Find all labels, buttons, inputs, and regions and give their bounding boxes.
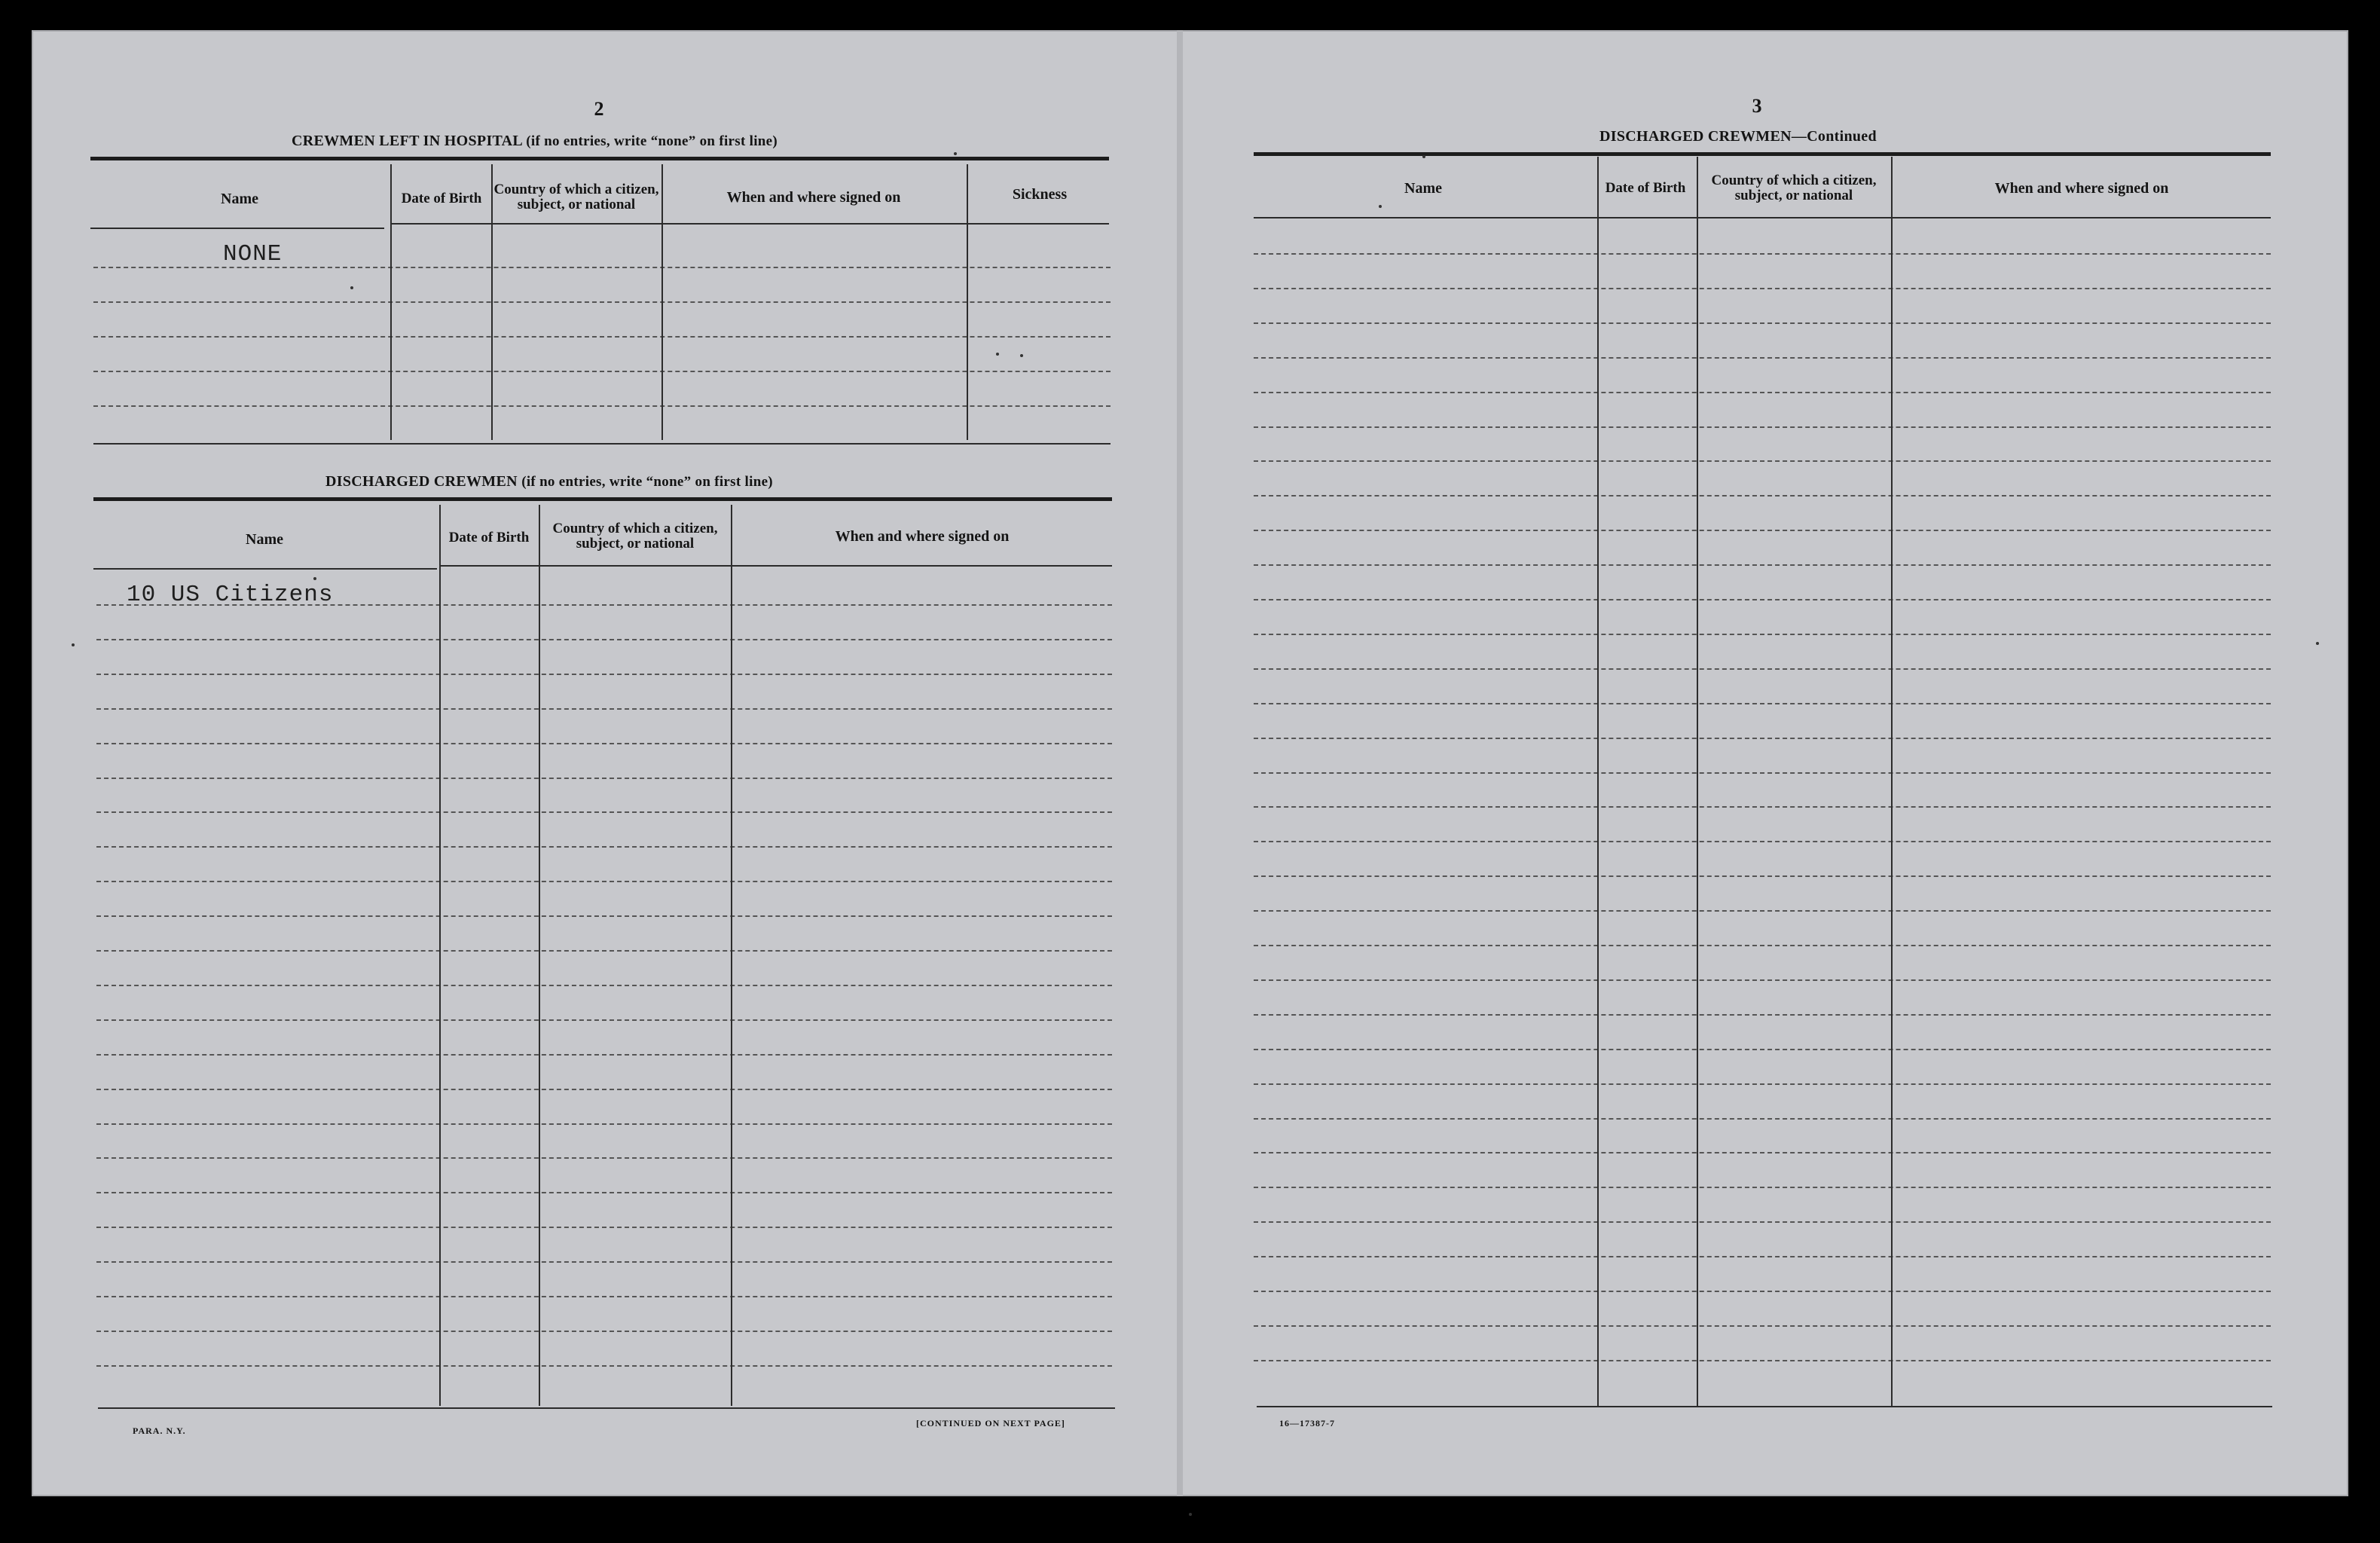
hospital-row-line [93, 301, 1111, 303]
discharged-row-line [96, 674, 1112, 675]
right-row-line [1254, 1118, 2271, 1120]
discharged-col-sep-2 [539, 505, 540, 1406]
discharged-row-line [96, 1192, 1112, 1193]
discharged-row-line [96, 1123, 1112, 1125]
discharged-row-line [96, 1054, 1112, 1056]
right-row-line [1254, 738, 2271, 739]
right-row-line [1254, 979, 2271, 981]
hospital-header-sickness: Sickness [1012, 185, 1068, 203]
hospital-header-country: Country of which a citizen, subject, or national [493, 182, 659, 212]
right-row-line [1254, 1083, 2271, 1085]
discharged-section-title [325, 473, 773, 490]
right-row-line [1254, 806, 2271, 808]
left-footer-continued: [CONTINUED ON NEXT PAGE] [916, 1418, 1065, 1428]
discharged-row-line [96, 1331, 1112, 1332]
hospital-bottom-rule [93, 443, 1111, 445]
discharged-row-line [96, 778, 1112, 779]
scan-speck [350, 286, 353, 289]
right-row-line [1254, 1049, 2271, 1050]
discharged-row-line [96, 846, 1112, 848]
discharged-row-line [96, 1019, 1112, 1021]
right-row-line [1254, 1221, 2271, 1223]
hospital-header-signed-on: When and where signed on [726, 188, 901, 206]
right-col-sep-3 [1891, 157, 1893, 1406]
discharged-row-line [96, 1157, 1112, 1159]
right-page [1180, 30, 2348, 1496]
right-row-line [1254, 288, 2271, 289]
right-row-line [1254, 1360, 2271, 1361]
right-row-line [1254, 945, 2271, 946]
right-header-country: Country of which a citizen, subject, or national [1711, 173, 1877, 203]
right-row-line [1254, 357, 2271, 359]
discharged-row-line [96, 639, 1112, 640]
right-row-line [1254, 564, 2271, 566]
right-header-dob: Date of Birth [1605, 180, 1686, 196]
discharged-col-sep-3 [731, 505, 732, 1406]
discharged-row-line [96, 985, 1112, 986]
scan-speck [996, 353, 999, 356]
discharged-row-line [96, 1296, 1112, 1297]
right-row-line [1254, 426, 2271, 428]
discharged-title-note: (if no entries, write “none” on first line) [521, 474, 773, 490]
right-row-line [1254, 1291, 2271, 1292]
hospital-row-line [93, 405, 1111, 407]
right-row-line [1254, 392, 2271, 393]
hospital-row-line [93, 371, 1111, 372]
hospital-row-line [93, 267, 1111, 268]
right-page-number: 3 [1752, 95, 1762, 117]
discharged-row-line [96, 915, 1112, 917]
discharged-row-line [96, 950, 1112, 952]
right-row-line [1254, 599, 2271, 600]
right-row-line [1254, 495, 2271, 497]
discharged-bottom-rule [98, 1407, 1115, 1409]
right-row-line [1254, 1152, 2271, 1153]
discharged-header-signed-on: When and where signed on [835, 527, 1010, 545]
hospital-top-rule [90, 157, 1109, 160]
right-footer-form-number: 16—17387-7 [1279, 1418, 1335, 1428]
scan-speck [72, 643, 75, 646]
discharged-row-line [96, 811, 1112, 813]
hospital-section-title [292, 133, 778, 150]
hospital-col-sep-2 [491, 164, 493, 440]
right-row-line [1254, 841, 2271, 842]
discharged-header-divider-name [93, 568, 437, 570]
right-row-line [1254, 634, 2271, 635]
discharged-header-divider-rest [440, 565, 1112, 567]
hospital-header-divider-name [90, 228, 384, 229]
right-header-divider [1254, 217, 2271, 218]
right-top-rule [1254, 152, 2271, 156]
right-row-line [1254, 668, 2271, 670]
right-row-line [1254, 910, 2271, 912]
discharged-row-line [96, 1261, 1112, 1263]
scan-speck [313, 577, 316, 580]
scan-speck [2316, 642, 2319, 645]
discharged-row-line [96, 743, 1112, 744]
discharged-row-line [96, 604, 1112, 606]
discharged-col-sep-1 [439, 505, 441, 1406]
discharged-row-line [96, 1089, 1112, 1090]
right-row-line [1254, 875, 2271, 877]
scan-speck [954, 152, 957, 155]
right-row-line [1254, 1014, 2271, 1016]
scan-speck [1379, 205, 1382, 208]
hospital-title-text: CREWMEN LEFT IN HOSPITAL [292, 133, 522, 149]
hospital-col-sep-3 [661, 164, 663, 440]
right-row-line [1254, 253, 2271, 255]
hospital-col-sep-4 [967, 164, 968, 440]
discharged-header-country: Country of which a citizen, subject, or national [552, 521, 718, 552]
right-row-line [1254, 1187, 2271, 1188]
hospital-title-note: (if no entries, write “none” on first line) [526, 133, 778, 149]
discharged-top-rule [93, 497, 1112, 501]
scan-speck [1020, 354, 1023, 357]
right-col-sep-1 [1597, 157, 1599, 1406]
left-footer-printer: PARA. N.Y. [133, 1425, 186, 1436]
scan-speck [1422, 155, 1425, 158]
left-page [32, 30, 1180, 1496]
right-bottom-rule [1257, 1406, 2272, 1407]
discharged-title-text: DISCHARGED CREWMEN [325, 473, 518, 490]
left-page-number: 2 [594, 98, 604, 120]
discharged-header-dob: Date of Birth [448, 530, 530, 545]
hospital-header-name: Name [221, 190, 258, 207]
hospital-row-line [93, 336, 1111, 338]
right-row-line [1254, 1325, 2271, 1327]
right-row-line [1254, 530, 2271, 531]
discharged-header-name: Name [246, 530, 283, 548]
right-section-title: DISCHARGED CREWMEN—Continued [1599, 128, 1877, 145]
hospital-header-dob: Date of Birth [401, 191, 482, 206]
right-row-line [1254, 703, 2271, 704]
discharged-row-line [96, 708, 1112, 710]
discharged-row-line [96, 1365, 1112, 1367]
discharged-row-line [96, 1227, 1112, 1228]
hospital-entry-name: NONE [223, 241, 283, 267]
page-fold [1177, 30, 1183, 1496]
hospital-col-sep-1 [390, 164, 392, 440]
right-row-line [1254, 460, 2271, 462]
right-header-name: Name [1404, 179, 1442, 197]
right-row-line [1254, 772, 2271, 774]
right-row-line [1254, 322, 2271, 324]
right-row-line [1254, 1256, 2271, 1257]
discharged-entry-name: 10 US Citizens [127, 582, 334, 608]
hospital-header-divider-rest [392, 223, 1109, 225]
right-header-signed-on: When and where signed on [1994, 179, 2169, 197]
scan-speck [1189, 1513, 1192, 1516]
discharged-row-line [96, 881, 1112, 882]
right-col-sep-2 [1697, 157, 1698, 1406]
